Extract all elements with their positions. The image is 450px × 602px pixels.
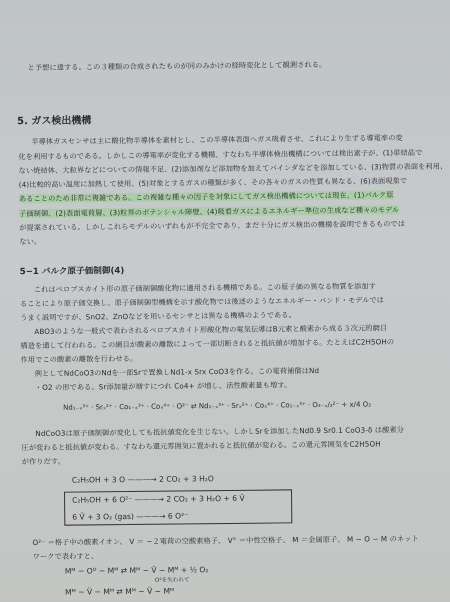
text-line: NdCoO3は原子価制御が変化しても抵抗値変化を生じない。しかしSrを添加したNd0.9 Sr0.1 CoO3-δ は酸素分: [35, 425, 405, 438]
text-line: (4)比較的高い温度に加熱して使用、(5)対象とするガスの種類が多く、その各々のガスの性質も異なる、(6)表面現象で: [18, 176, 408, 190]
text-line: [19, 205, 399, 218]
reaction-row: 6 V̈ + 3 O₂ (gas) ———→ 6 O²⁻: [72, 511, 189, 522]
text-line: 例としてNdCoO3のNdを一部Srで置換しNd1-x Srx CoO3を作る。この電荷補償はNd: [34, 366, 320, 378]
text-line: ない。: [19, 236, 42, 247]
text-line: O²⁻ ＝格子中の酸素イオン、 V ＝ −２電荷の空酸素格子、 V° ＝中性空格子、 M ＝金属原子、 M − O − M のネット: [32, 533, 419, 548]
text-line: 化を利用するものである。しかしこの導電率が変化する機構、すなわち半導体検出機構については検出素子が、(1)単結晶で: [18, 147, 423, 162]
text-line: ABO3のような一般式で表わされるペロブスカイト形酸化物の電気伝導はB元素と酸素から成る３次元的網目: [34, 323, 388, 336]
reaction-row: C₂H₅OH + 3 O ———→ 2 CO₂ + 3 H₂O: [71, 474, 214, 485]
equation: Mᴹ − Oᴼ − Mᴹ ⇄ Mᴹ − V̈ − Mᴹ + ½ O₂: [64, 565, 209, 576]
text-line: が提案されている。しかしこれらモデルのいずれもが不完全であり、まだ十分にガス検出の機構を説明できるものでは: [19, 219, 406, 233]
text-line: 半導体ガスセンサは主に酸化物半導体を素材とし、この半導体表面へガス吸着させ、これにより生ずる導電率の変: [31, 133, 403, 147]
reaction-row: C₂H₅OH + 6 O²⁻ ———→ 2 CO₂ + 3 H₂O + 6 V̈: [72, 493, 245, 505]
equation: Nd₁₋ₓ³⁺ · Srₓ²⁺ · Co₁₋ₓ³⁺ · Coₓ⁴⁺ · O²⁻ ⇄ Nd₁₋ₓ³⁺ · Srₓ²⁺ · Coₓ⁴⁺ · Co₁₋ₓ³⁺ · O₃₋ₓ/₂²⁻ + x/4 O₂: [63, 400, 372, 412]
text-line: [19, 190, 394, 203]
highlighted-text: あることのため非常に複雑である。この複雑な種々の因子を対象にしてガス検出機構については現在、(1)バルク原: [18, 190, 394, 204]
text-line: ることにより原子価交換し、原子価制御型機構を示す酸化物では後述のようなエネルギー・バンド・モデルでは: [19, 295, 385, 309]
subsection-heading: 5−1 バルク原子価制御(4): [19, 266, 125, 278]
equation-annotation: O²を失われて: [154, 577, 190, 584]
text-line: 圧が変わると抵抗値が変わる。すなわち還元雰囲気に置かれると抵抗値が変わる。この還元雰囲気をC2H5OH: [21, 439, 381, 453]
text-line: 作用でこの酸素の離散を行わせる。: [20, 353, 138, 365]
equation: Mᴹ − V̈ − Mᴹ ⇄ Mᴹ − V̈ − Mᴹ: [65, 586, 175, 597]
text-line: ない焼結体、大粒界などについての情報不足、(2)添加剤など添加物を加えてバインダなどを添加している、(3)物質の表面を利用、: [18, 161, 448, 176]
text-line: これはペロブスカイト形の原子価制御酸化物に適用される機構である。この原子価の異なる物質を添加す: [33, 281, 376, 295]
highlighted-text: 子価制御、(2)表面電荷層、(3)粒界のポテンシャル障壁、(4)吸着ガスによるエネルギー準位の生成など種々のモデル: [19, 205, 400, 219]
text-line: うまく説明ですが、SnO2、ZnOなどを用いるセンサとは異なる機構のようである。: [20, 310, 296, 323]
section-heading: 5. ガス検出機構: [17, 115, 92, 128]
text-line: ・O2 の形である。Sr添加量が増すにつれ Co4+ が増し、活性酸素量も増す。: [34, 380, 292, 392]
text-line: ワークで表わすと、: [32, 551, 99, 562]
text-line: が作りだす。: [21, 456, 65, 467]
text-line: 構造を通して行われる。この網目が酸素の離散によって一部切断されると抵抗値が増加する。たとえばC2H5OHの: [20, 337, 395, 351]
text-line: と予想に達する。この３種類の合成されたものが同のみかけの経時変化として観測される。: [27, 59, 327, 73]
